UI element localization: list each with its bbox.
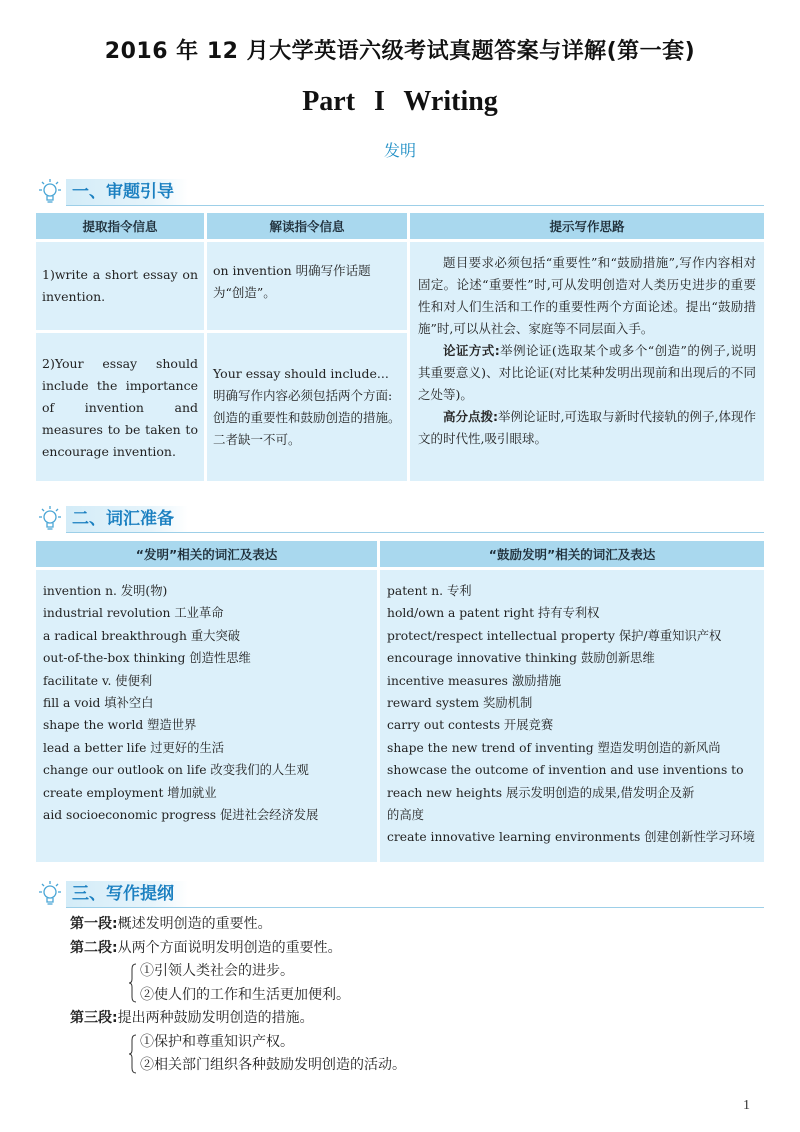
outline-subpoints [130,1031,770,1078]
list-item: ①保护和尊重知识产权。 [140,1033,294,1050]
interpret-text: Your essay should include... 明确写作内容必须包括两个方面:创造的重要性和鼓励创造的措施。二者缺一不可。 [213,366,401,447]
hint-text: 举例论证时,可选取与新时代接轨的例子,体现作文的时代性,吸引眼球。 [418,409,757,446]
list-item: ②相关部门组织各种鼓励发明创造的活动。 [140,1057,406,1073]
table-cell [207,242,407,330]
list-item: ②使人们的工作和生活更加便利。 [140,986,350,1003]
outline-subpoints [130,960,770,1007]
outline-paragraph-1 [70,913,770,937]
part-title: Part I Writing [302,86,498,117]
paragraph-label: 第二段: [70,939,118,956]
list-item: facilitate v. 使便利 [43,673,153,688]
list-item: showcase the outcome of invention and use inventions to [387,763,744,778]
page-title: 2016 年 12 月大学英语六级考试真题答案与详解(第一套) [104,39,696,64]
brace-icon [128,963,138,1003]
list-item: invention n. 发明(物) [43,584,168,598]
section-rule [66,532,764,533]
outline-paragraph-2 [70,937,770,961]
vocab-list-encourage [380,570,764,862]
list-item: create innovative learning environments 创建创新性学习环境 [387,830,755,845]
list-item: lead a better life 过更好的生活 [43,740,225,755]
list-item: fill a void 填补空白 [43,696,154,711]
list-item: aid socioeconomic progress 促进社会经济发展 [43,808,319,823]
list-item: out-of-the-box thinking 创造性思维 [43,651,251,666]
section-header-guide [36,178,764,206]
list-item: reward system 奖励机制 [387,696,533,711]
topic-title: 发明 [383,141,416,160]
table-header: “发明”相关的词汇及表达 [36,541,377,567]
table-header: 解读指令信息 [207,213,407,239]
list-item: encourage innovative thinking 鼓励创新思维 [387,651,655,666]
outline-paragraph-3 [70,1007,770,1031]
instruction-table [33,210,767,484]
section-header-outline [36,880,764,908]
vocab-list-invention [36,570,377,862]
section-title: 二、词汇准备 [66,506,188,532]
list-item: create employment 增加就业 [43,785,217,800]
section-rule [66,205,764,206]
section-rule [66,907,764,908]
list-item: shape the world 塑造世界 [43,718,197,733]
list-item: carry out contests 开展竞赛 [387,718,554,733]
interpret-text: on invention 明确写作话题为“创造”。 [213,263,371,300]
table-cell [207,333,407,481]
table-cell [410,242,764,481]
hint-paragraph: 题目要求必须包括“重要性”和“鼓励措施”,写作内容相对固定。论述“重要性”时,可从发明创造对人类历史进步的重要性和对人们生活和工作的重要性两个方面论述。提出“鼓励措施”时,可以从社会、家庭等不同层面入手。 [418,255,756,336]
table-cell [36,242,204,330]
table-header: 提示写作思路 [410,213,764,239]
list-item: protect/respect intellectual property 保护/尊重知识产权 [387,628,722,643]
hint-text: 举例论证(选取某个或多个“创造”的例子,说明其重要意义)、对比论证(对比某种发明出现前和出现后的不同之处等)。 [418,343,756,402]
list-item: change our outlook on life 改变我们的人生观 [43,763,309,778]
paragraph-label: 第三段: [70,1010,118,1026]
extract-text: 2)Your essay should include the importance of invention and measures to be taken to encourage invention. [42,356,198,459]
extract-text: 1)write a short essay on invention. [42,267,198,304]
section-title: 三、写作提纲 [66,881,188,907]
list-item: incentive measures 激励措施 [387,673,562,688]
paragraph-text: 概述发明创造的重要性。 [117,916,272,932]
section-header-vocabulary [36,505,764,533]
list-item: a radical breakthrough 重大突破 [43,628,241,643]
table-header: “鼓励发明”相关的词汇及表达 [380,541,764,567]
list-item: reach new heights 展示发明创造的成果,借发明企及新 [387,785,695,800]
paragraph-label: 第一段: [70,916,118,932]
lightbulb-icon [36,880,64,908]
table-cell [36,333,204,481]
hint-paragraph [418,406,756,450]
writing-outline [70,913,770,1078]
vocabulary-table [33,538,767,865]
hint-label: 论证方式: [443,343,500,358]
list-item: industrial revolution 工业革命 [43,606,224,621]
lightbulb-icon [36,505,64,533]
lightbulb-icon [36,178,64,206]
paragraph-text: 从两个方面说明发明创造的重要性。 [117,939,342,956]
list-item: patent n. 专利 [387,584,472,598]
paragraph-text: 提出两种鼓励发明创造的措施。 [117,1010,314,1026]
list-item: shape the new trend of inventing 塑造发明创造的新风尚 [387,740,721,755]
section-title: 一、审题引导 [66,179,188,205]
list-item: ①引领人类社会的进步。 [140,963,294,979]
hint-paragraph [418,340,756,406]
page-number: 1 [743,1098,750,1113]
list-item: hold/own a patent right 持有专利权 [387,606,600,621]
table-header: 提取指令信息 [36,213,204,239]
list-item: 的高度 [387,808,424,823]
brace-icon [128,1034,138,1074]
hint-label: 高分点拨: [443,409,499,424]
